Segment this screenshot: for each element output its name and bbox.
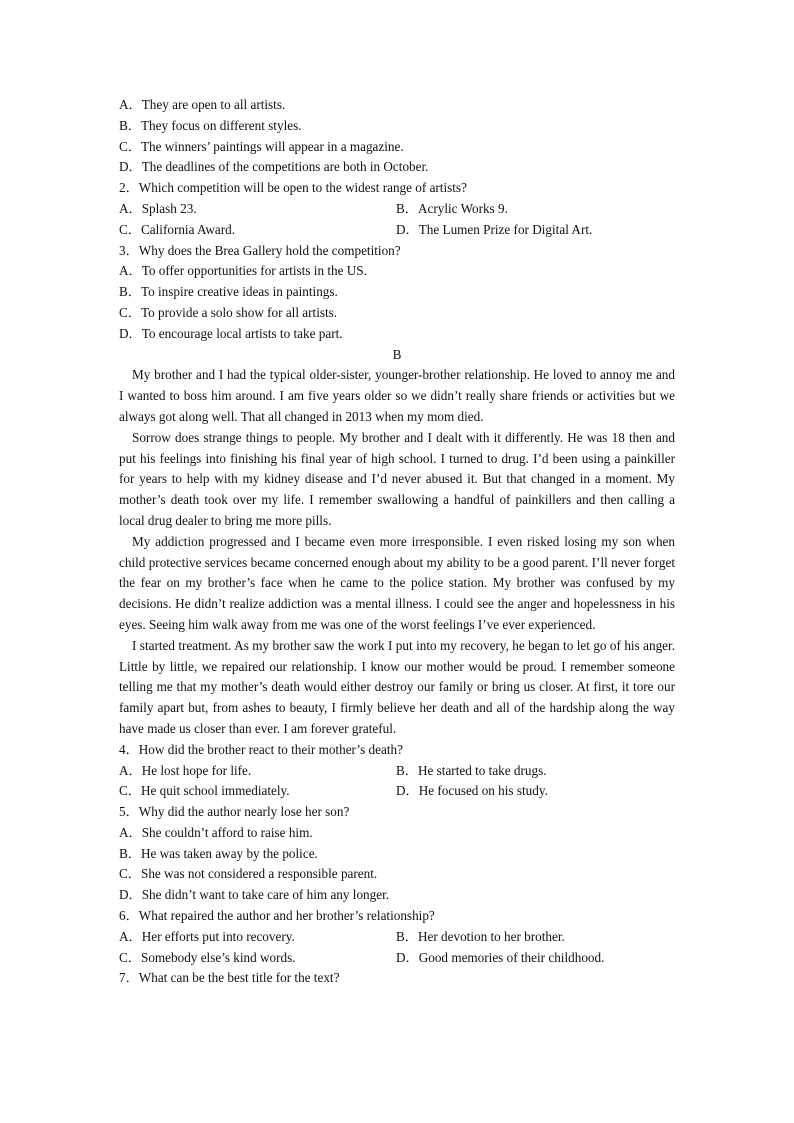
q3-option-a[interactable]: A．To offer opportunities for artists in the US.	[119, 263, 367, 279]
q6-option-b[interactable]: B．Her devotion to her brother.	[396, 928, 565, 944]
q4-options-row-1	[119, 761, 675, 782]
q3-option-c[interactable]: C．To provide a solo show for all artists.	[119, 304, 338, 320]
passage-paragraph-4: I started treatment. As my brother saw the work I put into my recovery, he began to let go of his anger. Little by little, we repaired our relationship. I know our mother would be proud. I remember someone telling me that my mother’s death would either destroy our family or bring us closer. At first, it tore our family apart but, from ashes to beauty, I firmly believe her death and all of the hardship along the way have made us closer than ever. I am forever grateful.	[119, 637, 675, 736]
section-b-heading: B	[392, 346, 402, 362]
q1-option-d[interactable]: D．The deadlines of the competitions are both in October.	[119, 159, 429, 175]
q6-option-c[interactable]: C．Somebody else’s kind words.	[119, 949, 296, 965]
q5-option-c[interactable]: C．She was not considered a responsible parent.	[119, 866, 378, 882]
q2-option-b[interactable]: B．Acrylic Works 9.	[396, 200, 508, 216]
passage-paragraph-1: My brother and I had the typical older-sister, younger-brother relationship. He loved to annoy me and I wanted to boss him around. I am five years older so we didn’t really share friends or activities but we always got along well. That all changed in 2013 when my mom died.	[119, 367, 675, 424]
q4-stem: 4．How did the brother react to their mother’s death?	[119, 741, 403, 757]
passage-paragraph-2: Sorrow does strange things to people. My brother and I dealt with it differently. He was 18 then and put his feelings into finishing his final year of high school. I turned to drug. I’d been using a painkiller for years to help with my kidney disease and I’d never abused it. But that changed in a moment. My mother’s death took over my life. I remember swallowing a handful of painkillers and then calling a local drug dealer to bring me more pills.	[119, 429, 675, 528]
q1-option-c[interactable]: C．The winners’ paintings will appear in a magazine.	[119, 138, 404, 154]
passage-paragraph-3: My addiction progressed and I became even more irresponsible. I even risked losing my son when child protective services became concerned enough about my ability to be a good parent. I’ll never forget the fear on my brother’s face when he came to the police station. My brother was confused by my decisions. He didn’t realize addiction was a mental illness. I could see the anger and hopelessness in his eyes. Seeing him walk away from me was one of the worst feelings I’ve ever experienced.	[119, 533, 675, 632]
q6-stem: 6．What repaired the author and her brother’s relationship?	[119, 908, 435, 924]
q7-stem: 7．What can be the best title for the text?	[119, 970, 340, 986]
q6-options-row-1	[119, 927, 675, 948]
q6-options-row-2	[119, 948, 675, 969]
q3-stem: 3．Why does the Brea Gallery hold the competition?	[119, 242, 401, 258]
q5-stem: 5．Why did the author nearly lose her son?	[119, 804, 350, 820]
q6-option-a[interactable]: A．Her efforts put into recovery.	[119, 928, 295, 944]
q3-option-b[interactable]: B．To inspire creative ideas in paintings.	[119, 284, 338, 300]
q4-option-a[interactable]: A．He lost hope for life.	[119, 762, 252, 778]
q2-options-row-1	[119, 199, 675, 220]
q4-option-b[interactable]: B．He started to take drugs.	[396, 762, 547, 778]
q4-options-row-2	[119, 781, 675, 802]
q5-option-b[interactable]: B．He was taken away by the police.	[119, 845, 318, 861]
q4-option-c[interactable]: C．He quit school immediately.	[119, 783, 290, 799]
q4-option-d[interactable]: D．He focused on his study.	[396, 783, 548, 799]
q2-options-row-2	[119, 220, 675, 241]
q2-option-c[interactable]: C．California Award.	[119, 221, 235, 237]
q5-option-a[interactable]: A．She couldn’t afford to raise him.	[119, 824, 313, 840]
q2-option-a[interactable]: A．Splash 23.	[119, 200, 197, 216]
exam-page	[119, 95, 675, 989]
q2-option-d[interactable]: D．The Lumen Prize for Digital Art.	[396, 221, 593, 237]
q5-option-d[interactable]: D．She didn’t want to take care of him any longer.	[119, 887, 390, 903]
q1-option-a[interactable]: A．They are open to all artists.	[119, 97, 286, 112]
q1-option-b[interactable]: B．They focus on different styles.	[119, 117, 302, 133]
q6-option-d[interactable]: D．Good memories of their childhood.	[396, 949, 605, 965]
q2-stem: 2．Which competition will be open to the widest range of artists?	[119, 180, 467, 196]
q3-option-d[interactable]: D．To encourage local artists to take part.	[119, 325, 343, 341]
